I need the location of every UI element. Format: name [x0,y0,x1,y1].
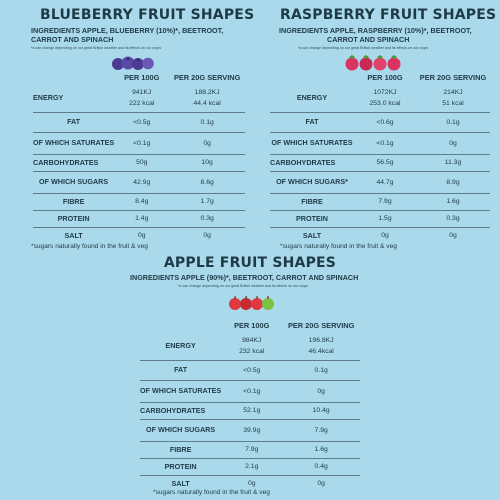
raspberry-label-protein: PROTEIN [270,210,354,227]
apple-carbohydrates-100: 52.1g [221,402,282,419]
blueberry-energy-kcal-20: 44.4 kcal [193,100,221,108]
raspberry-carbohydrates-20: 11.3g [416,154,490,171]
blueberry-nutrition-table [33,73,245,244]
blueberry-fat-20: 0.1g [169,112,245,132]
raspberry-fibre-20: 1.6g [416,193,490,210]
blueberry-label-sugars: OF WHICH SUGARS [33,171,114,193]
blueberry-fibre-20: 1.7g [169,193,245,210]
apple-fat-20: 0.1g [282,360,360,380]
blueberry-saturates-20: 0g [169,132,245,154]
raspberry-icon [388,55,401,71]
blueberry-label-carbohydrates: CARBOHYDRATES [33,154,114,171]
raspberry-icon [374,55,387,71]
raspberry-protein-20: 0.3g [416,210,490,227]
blueberry-protein-20: 0.3g [169,210,245,227]
raspberry-fat-100: <0.6g [354,112,416,132]
raspberry-icon [346,55,359,71]
apple-label-sugars: OF WHICH SUGARS [140,419,221,441]
apple-fibre-100: 7.9g [221,441,282,458]
raspberry-icon [360,55,373,71]
blueberry-label-salt: SALT [33,227,114,244]
apple-nutrition-table [140,321,360,492]
apple-carbohydrates-20: 10.4g [282,402,360,419]
apple-ingredients: INGREDIENTS APPLE (90%)*, BEETROOT, CARROT AND SPINACH [130,273,359,282]
blueberry-label-protein: PROTEIN [33,210,114,227]
apple-icon [251,296,263,310]
raspberry-energy-kcal-100: 253.0 kcal [369,100,401,108]
raspberry-salt-20: 0g [416,227,490,244]
raspberry-ingredients-line2: CARROT AND SPINACH [327,35,410,44]
apple-saturates-20: 0g [282,380,360,402]
raspberry-label-salt: SALT [270,227,354,244]
raspberry-fruit-icons [344,54,404,72]
apple-weather-note: *a can change depending on our great British weather and its effects on our crops [178,284,308,288]
raspberry-energy-kcal-20: 51 kcal [442,100,464,108]
apple-fibre-20: 1.6g [282,441,360,458]
blueberry-salt-100: 0g [114,227,169,244]
raspberry-saturates-20: 0g [416,132,490,154]
raspberry-fat-20: 0.1g [416,112,490,132]
apple-label-carbohydrates: CARBOHYDRATES [140,402,221,419]
blueberry-fat-100: <0.5g [114,112,169,132]
blueberry-title: BLUEBERRY FRUIT SHAPES [40,7,255,23]
apple-label-fat: FAT [140,360,221,380]
apple-title: APPLE FRUIT SHAPES [163,255,337,271]
apple-label-energy: ENERGY [165,341,196,351]
apple-icon [240,296,252,310]
blueberry-sugars-note: *sugars naturally found in the fruit & veg [31,243,148,250]
raspberry-label-fat: FAT [270,112,354,132]
blueberry-label-fat: FAT [33,112,114,132]
apple-col-per20g: PER 20G SERVING [287,321,355,330]
apple-sugars-note: *sugars naturally found in the fruit & veg [153,489,270,496]
blueberry-salt-20: 0g [169,227,245,244]
apple-label-fibre: FIBRE [140,441,221,458]
apple-label-salt: SALT [140,475,221,492]
raspberry-energy-kj-20: 214KJ [443,89,463,97]
blueberry-energy-kcal-100: 222 kcal [129,100,155,108]
apple-label-saturates: OF WHICH SATURATES [140,380,221,402]
blueberry-fruit-icons [111,55,155,71]
blueberry-carbohydrates-100: 50g [114,154,169,171]
blueberry-weather-note: *a can change depending on our great British weather and its effects on our crops [31,46,161,50]
raspberry-label-saturates: OF WHICH SATURATES [270,132,354,154]
apple-col-per100g: PER 100G [234,321,270,330]
raspberry-label-sugars: OF WHICH SUGARS* [270,171,354,193]
apple-sugars-100: 39.9g [221,419,282,441]
raspberry-salt-100: 0g [354,227,416,244]
raspberry-fibre-100: 7.9g [354,193,416,210]
blueberry-energy-kj-100: 941KJ [132,89,152,97]
raspberry-label-carbohydrates: CARBOHYDRATES [270,154,354,171]
apple-salt-20: 0g [282,475,360,492]
blueberry-label-fibre: FIBRE [33,193,114,210]
raspberry-col-per100g: PER 100G [367,73,403,82]
apple-protein-20: 0.4g [282,458,360,475]
blueberry-fibre-100: 8.4g [114,193,169,210]
raspberry-label-fibre: FIBRE [270,193,354,210]
apple-fat-100: <0.5g [221,360,282,380]
apple-protein-100: 2.1g [221,458,282,475]
apple-energy-kcal-100: 232 kcal [239,348,265,356]
raspberry-title: RASPBERRY FRUIT SHAPES [280,7,497,23]
raspberry-sugars-20: 8.9g [416,171,490,193]
apple-saturates-100: <0.1g [221,380,282,402]
blueberry-ingredients-line1: INGREDIENTS APPLE, BLUEBERRY (10%)*, BEETROOT, [31,26,224,35]
apple-salt-100: 0g [221,475,282,492]
blueberry-energy-kj-20: 188.2KJ [194,89,220,97]
raspberry-col-per20g: PER 20G SERVING [419,73,487,82]
blueberry-carbohydrates-20: 10g [169,154,245,171]
apple-label-protein: PROTEIN [140,458,221,475]
blueberry-label-energy: ENERGY [33,93,64,103]
raspberry-weather-note: *a can change depending on our great British weather and its effects on our crops [298,46,428,50]
apple-icon [262,296,274,310]
apple-energy-kj-100: 984KJ [242,337,262,345]
raspberry-ingredients-line1: INGREDIENTS APPLE, RASPBERRY (10%)*, BEETROOT, [279,26,472,35]
raspberry-sugars-note: *sugars naturally found in the fruit & veg [280,243,397,250]
raspberry-label-energy: ENERGY [296,93,328,103]
raspberry-protein-100: 1.5g [354,210,416,227]
apple-energy-kj-20: 196.8KJ [308,337,334,345]
blueberry-saturates-100: <0.1g [114,132,169,154]
apple-fruit-icons [228,295,274,311]
blueberry-sugars-20: 8.6g [169,171,245,193]
apple-sugars-20: 7.9g [282,419,360,441]
blueberry-label-saturates: OF WHICH SATURATES [33,132,114,154]
blueberry-protein-100: 1.4g [114,210,169,227]
apple-energy-kcal-20: 46.4kcal [308,348,334,356]
blueberry-col-per100g: PER 100G [124,73,160,82]
raspberry-nutrition-table [270,73,490,244]
blueberry-ingredients-line2: CARROT AND SPINACH [31,35,114,44]
blueberry-col-per20g: PER 20G SERVING [173,73,241,82]
raspberry-saturates-100: <0.1g [354,132,416,154]
raspberry-carbohydrates-100: 56.5g [354,154,416,171]
apple-icon [229,296,241,310]
raspberry-energy-kj-100: 1072KJ [373,89,397,97]
raspberry-sugars-100: 44.7g [354,171,416,193]
blueberry-icon [142,58,154,70]
blueberry-sugars-100: 42.9g [114,171,169,193]
